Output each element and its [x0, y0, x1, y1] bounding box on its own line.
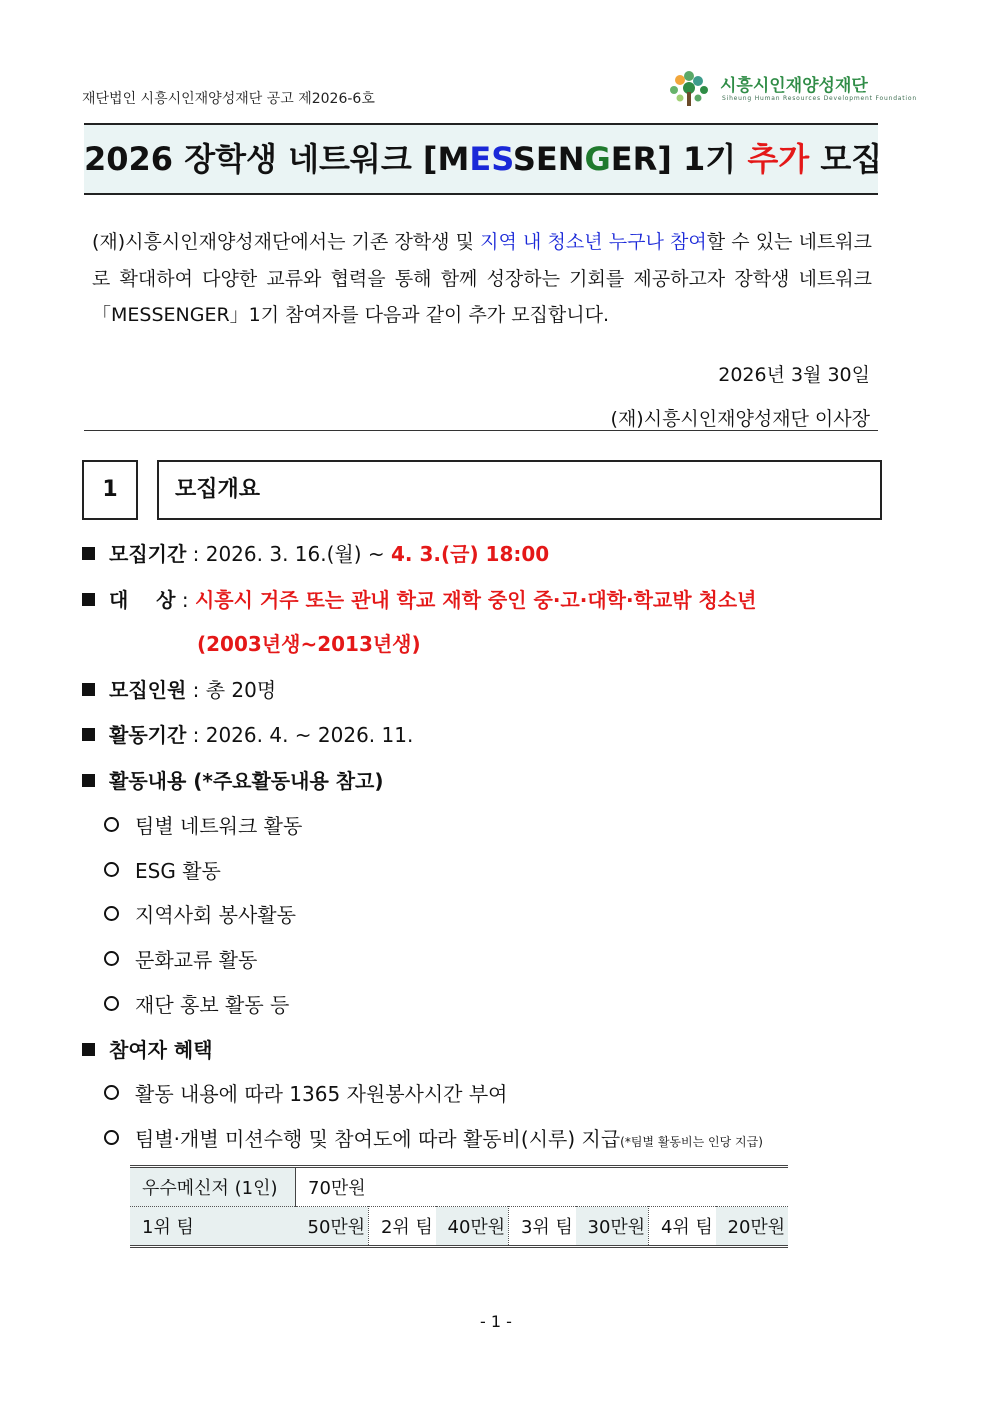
- target-value: 시흥시 거주 또는 관내 학교 재학 중인 중·고·대학·학교밖 청소년: [194, 588, 757, 612]
- title-part: 모집: [809, 140, 883, 178]
- divider: [84, 430, 878, 431]
- activity-item: ESG 활동: [135, 859, 221, 883]
- title-part: G: [584, 140, 611, 178]
- table-cell: 4위 팀: [648, 1207, 715, 1246]
- title-part: 2026 장학생 네트워크 [M: [84, 140, 470, 178]
- logo-tree-icon: [664, 70, 716, 110]
- square-bullet-icon: [82, 593, 95, 606]
- foundation-logo: [664, 70, 917, 110]
- circle-bullet-icon: [104, 1130, 119, 1145]
- square-bullet-icon: [82, 1043, 95, 1056]
- section-number: 1: [82, 460, 138, 520]
- intro-text: (재)시흥시인재양성재단에서는 기존 장학생 및: [92, 231, 481, 253]
- period-row: [82, 538, 549, 567]
- activity-period-row: [82, 719, 413, 748]
- circle-bullet-icon: [104, 996, 119, 1011]
- circle-bullet-icon: [104, 906, 119, 921]
- benefit-label: 참여자 혜택: [109, 1038, 213, 1062]
- logo-subtitle: Siheung Human Resources Development Foundation: [722, 95, 917, 102]
- activity-period-label: 활동기간: [109, 723, 187, 747]
- activity-row: [82, 765, 384, 794]
- square-bullet-icon: [82, 683, 95, 696]
- list-item: [104, 855, 221, 884]
- page-number: - 1 -: [480, 1312, 512, 1331]
- section-title: 모집개요: [157, 460, 882, 520]
- list-item: [104, 944, 257, 973]
- period-end: 4. 3.(금) 18:00: [391, 542, 550, 566]
- intro-text: 할 수 있는 네트워크로 확대하여 다양한 교류와 협력을 통해 함께 성장하는 기회를 제공하고자 장학생 네트워크「MESSENGER」1기 참여자를 다음과 같이 추가 모집합니다.: [92, 231, 872, 326]
- headcount-row: [82, 674, 276, 703]
- benefit-item: 활동 내용에 따라 1365 자원봉사시간 부여: [135, 1082, 508, 1106]
- target-row: [82, 584, 756, 613]
- title-part: ER] 1기: [610, 140, 748, 178]
- table-cell: 1위 팀: [130, 1207, 296, 1246]
- table-cell: 70만원: [296, 1168, 789, 1207]
- title-part: SEN: [512, 140, 585, 178]
- target-label: 대 상: [109, 588, 176, 612]
- benefit-note: (*팀별 활동비는 인당 지급): [620, 1135, 763, 1149]
- circle-bullet-icon: [104, 817, 119, 832]
- square-bullet-icon: [82, 547, 95, 560]
- list-item: [104, 1123, 763, 1152]
- activity-item: 재단 홍보 활동 등: [135, 993, 290, 1017]
- activity-item: 지역사회 봉사활동: [135, 903, 296, 927]
- list-item: [104, 1078, 508, 1107]
- table-cell: 2위 팀: [368, 1207, 435, 1246]
- page-title: [84, 123, 883, 195]
- period-label: 모집기간: [109, 542, 187, 566]
- circle-bullet-icon: [104, 862, 119, 877]
- list-item: [104, 989, 289, 1018]
- list-item: [104, 899, 296, 928]
- table-cell: 40만원: [436, 1207, 509, 1246]
- period-value: : 2026. 3. 16.(월) ~: [186, 542, 391, 566]
- square-bullet-icon: [82, 728, 95, 741]
- title-highlight: 추가: [747, 140, 810, 178]
- circle-bullet-icon: [104, 1085, 119, 1100]
- activity-label: 활동내용 (*주요활동내용 참고): [109, 769, 384, 793]
- intro-highlight: 지역 내 청소년 누구나 참여: [480, 231, 707, 253]
- activity-period-value: : 2026. 4. ~ 2026. 11.: [186, 723, 414, 747]
- table-cell: 3위 팀: [508, 1207, 575, 1246]
- table-cell: 20만원: [716, 1207, 789, 1246]
- list-item: [104, 810, 302, 839]
- headcount-value: : 총 20명: [186, 678, 277, 702]
- target-years: [197, 628, 421, 657]
- headcount-label: 모집인원: [109, 678, 187, 702]
- benefit-table: [130, 1165, 788, 1248]
- table-cell: 50만원: [296, 1207, 369, 1246]
- notice-number: 재단법인 시흥시인재양성재단 공고 제2026-6호: [82, 91, 375, 107]
- logo-name: 시흥시인재양성재단: [720, 76, 868, 96]
- activity-item: 문화교류 활동: [135, 948, 258, 972]
- table-row: [130, 1207, 788, 1246]
- target-years-value: (2003년생~2013년생): [197, 632, 421, 656]
- signer: (재)시흥시인재양성재단 이사장: [610, 408, 870, 430]
- table-cell: 30만원: [576, 1207, 649, 1246]
- benefit-row: [82, 1034, 213, 1063]
- intro-paragraph: [92, 224, 872, 334]
- notice-date: 2026년 3월 30일: [718, 364, 870, 386]
- circle-bullet-icon: [104, 951, 119, 966]
- activity-item: 팀별 네트워크 활동: [135, 814, 303, 838]
- table-cell: 우수메신저 (1인): [130, 1168, 296, 1207]
- target-sep: :: [175, 588, 195, 612]
- title-part: ES: [469, 140, 513, 178]
- table-row: [130, 1168, 788, 1207]
- square-bullet-icon: [82, 774, 95, 787]
- benefit-item: 팀별·개별 미션수행 및 참여도에 따라 활동비(시루) 지급: [135, 1127, 621, 1151]
